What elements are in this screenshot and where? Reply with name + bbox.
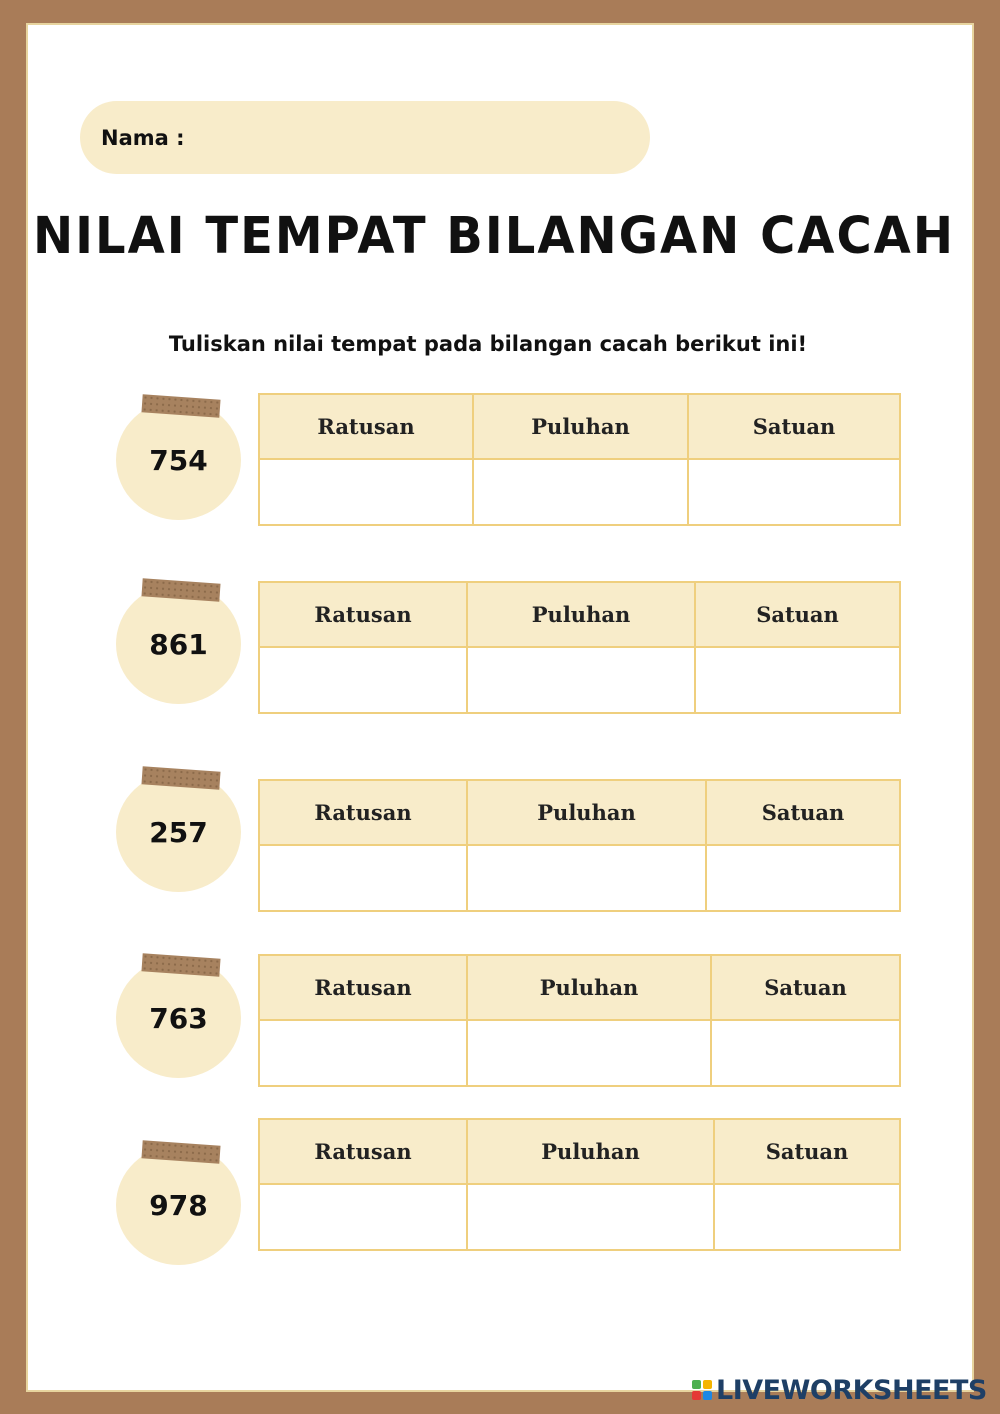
number-badge — [116, 584, 241, 704]
number-value: 763 — [149, 1001, 208, 1035]
number-value: 978 — [149, 1188, 208, 1222]
answer-satuan[interactable] — [695, 647, 900, 713]
answer-ratusan[interactable] — [259, 459, 473, 525]
liveworksheets-icon — [692, 1380, 712, 1400]
name-field[interactable] — [80, 101, 650, 174]
page-title: NILAI TEMPAT BILANGAN CACAH — [33, 206, 955, 266]
number-badge — [116, 958, 241, 1078]
instruction-text: Tuliskan nilai tempat pada bilangan cacah berikut ini! — [168, 332, 808, 356]
place-value-table — [258, 1118, 901, 1251]
header-satuan: Satuan — [695, 582, 900, 647]
place-value-table — [258, 581, 901, 714]
header-satuan: Satuan — [714, 1119, 900, 1184]
number-badge — [116, 400, 241, 520]
header-puluhan: Puluhan — [473, 394, 688, 459]
place-value-table — [258, 779, 901, 912]
number-value: 861 — [149, 627, 208, 661]
answer-satuan[interactable] — [711, 1020, 900, 1086]
answer-ratusan[interactable] — [259, 1184, 467, 1250]
header-ratusan: Ratusan — [259, 780, 467, 845]
number-badge — [116, 1145, 241, 1265]
liveworksheets-logo — [692, 1376, 987, 1404]
answer-ratusan[interactable] — [259, 647, 467, 713]
header-satuan: Satuan — [688, 394, 900, 459]
answer-ratusan[interactable] — [259, 845, 467, 911]
answer-puluhan[interactable] — [467, 845, 706, 911]
answer-ratusan[interactable] — [259, 1020, 467, 1086]
header-puluhan: Puluhan — [467, 780, 706, 845]
answer-puluhan[interactable] — [467, 647, 695, 713]
header-ratusan: Ratusan — [259, 394, 473, 459]
header-puluhan: Puluhan — [467, 1119, 714, 1184]
answer-satuan[interactable] — [714, 1184, 900, 1250]
header-ratusan: Ratusan — [259, 582, 467, 647]
header-puluhan: Puluhan — [467, 582, 695, 647]
header-satuan: Satuan — [711, 955, 900, 1020]
answer-satuan[interactable] — [688, 459, 900, 525]
answer-satuan[interactable] — [706, 845, 900, 911]
name-label: Nama : — [101, 125, 185, 150]
brand-text: LIVEWORKSHEETS — [716, 1374, 987, 1406]
place-value-table — [258, 954, 901, 1087]
number-value: 754 — [149, 443, 208, 477]
header-ratusan: Ratusan — [259, 955, 467, 1020]
answer-puluhan[interactable] — [473, 459, 688, 525]
header-satuan: Satuan — [706, 780, 900, 845]
number-value: 257 — [149, 815, 208, 849]
number-badge — [116, 772, 241, 892]
header-puluhan: Puluhan — [467, 955, 711, 1020]
answer-puluhan[interactable] — [467, 1184, 714, 1250]
header-ratusan: Ratusan — [259, 1119, 467, 1184]
place-value-table — [258, 393, 901, 526]
answer-puluhan[interactable] — [467, 1020, 711, 1086]
